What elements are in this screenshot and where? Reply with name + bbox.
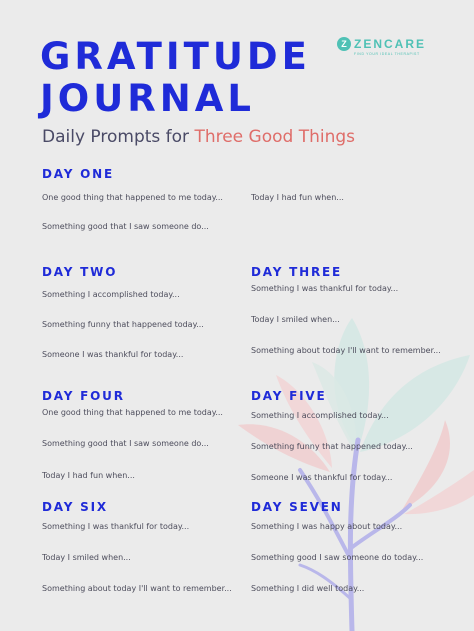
day-four-prompt-2: Something good that I saw someone do... <box>42 439 209 448</box>
subtitle <box>42 127 355 147</box>
logo-mark-icon: Z <box>337 37 351 51</box>
day-four-prompt-1: One good thing that happened to me today... <box>42 408 223 417</box>
subtitle-accent: Three Good Things <box>194 127 356 147</box>
day-six-title: DAY SIX <box>42 500 108 514</box>
day-three-prompt-1: Something I was thankful for today... <box>251 284 399 293</box>
page-title-line2: JOURNAL <box>40 77 255 120</box>
day-seven-prompt-1: Something I was happy about today... <box>251 522 403 531</box>
day-seven-prompt-2: Something good I saw someone do today... <box>251 553 424 562</box>
day-three-prompt-3: Something about today I'll want to remember... <box>251 346 441 355</box>
subtitle-prefix: Daily Prompts for <box>42 127 195 147</box>
day-five-prompt-1: Something I accomplished today... <box>251 411 389 420</box>
day-one-title: DAY ONE <box>42 167 115 181</box>
day-two-prompt-1: Something I accomplished today... <box>42 290 180 299</box>
day-one-prompt-3: Today I had fun when... <box>251 193 344 202</box>
zencare-logo <box>337 37 437 61</box>
day-six-prompt-2: Today I smiled when... <box>42 553 131 562</box>
day-six-prompt-3: Something about today I'll want to remember... <box>42 584 232 593</box>
day-one-prompt-2: Something good that I saw someone do... <box>42 222 209 231</box>
day-seven-prompt-3: Something I did well today... <box>251 584 365 593</box>
page-title-line1: GRATITUDE <box>40 35 311 78</box>
day-two-prompt-2: Something funny that happened today... <box>42 320 204 329</box>
day-four-title: DAY FOUR <box>42 389 125 403</box>
day-two-title: DAY TWO <box>42 265 118 279</box>
day-five-prompt-3: Someone I was thankful for today... <box>251 473 393 482</box>
day-six-prompt-1: Something I was thankful for today... <box>42 522 190 531</box>
day-two-prompt-3: Someone I was thankful for today... <box>42 350 184 359</box>
day-three-title: DAY THREE <box>251 265 343 279</box>
day-seven-title: DAY SEVEN <box>251 500 343 514</box>
day-three-prompt-2: Today I smiled when... <box>251 315 340 324</box>
day-four-prompt-3: Today I had fun when... <box>42 471 135 480</box>
logo-tagline: FIND YOUR IDEAL THERAPIST <box>354 52 420 56</box>
day-five-title: DAY FIVE <box>251 389 327 403</box>
logo-name: ZENCARE <box>354 37 427 51</box>
day-five-prompt-2: Something funny that happened today... <box>251 442 413 451</box>
day-one-prompt-1: One good thing that happened to me today... <box>42 193 223 202</box>
